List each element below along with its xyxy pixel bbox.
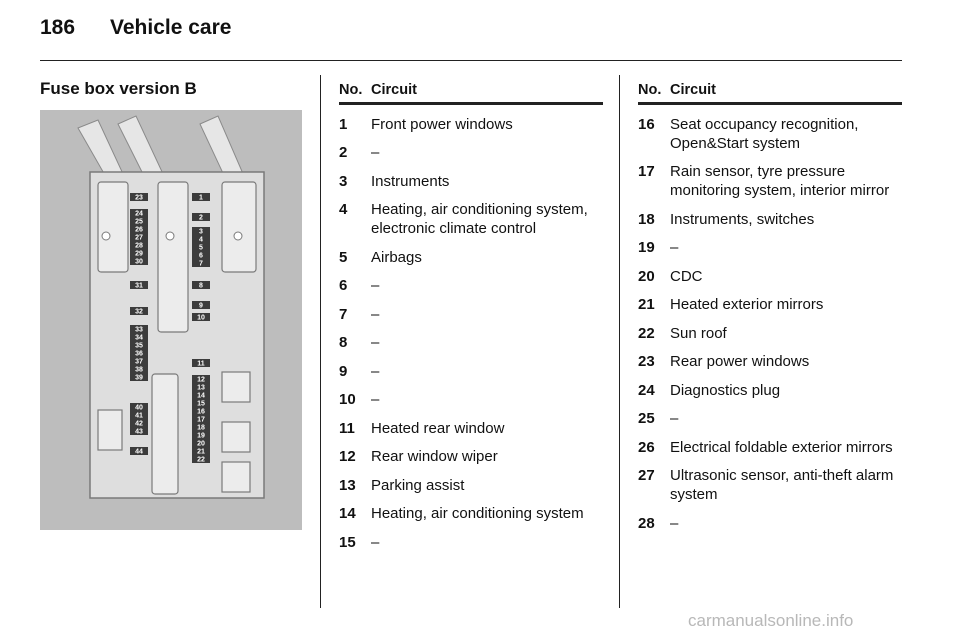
fuse-label: 16	[197, 408, 205, 416]
fuse-circuit: Heating, air conditioning system	[371, 505, 584, 522]
table-row	[339, 419, 603, 438]
table-row	[339, 305, 603, 324]
column-header-no: No.	[638, 82, 662, 98]
fuse-label: 17	[197, 416, 205, 424]
fuse-circuit: Front power windows	[371, 115, 513, 133]
fuse-number: 19	[638, 239, 655, 256]
fuse-label: 34	[135, 334, 143, 342]
table-header	[339, 82, 603, 105]
fuse-label: 3	[199, 228, 203, 236]
fuse-number: 1	[339, 115, 348, 133]
fuse-circuit: –	[371, 334, 380, 351]
fuse-circuit: –	[371, 144, 380, 161]
table-row	[339, 390, 603, 409]
fuse-circuit: Rear window wiper	[371, 448, 498, 465]
fuse-circuit: Rain sensor, tyre pressure monitoring system, interior mirror	[670, 163, 890, 199]
table-row	[339, 143, 603, 162]
fuse-number: 14	[339, 505, 356, 522]
fuse-number: 28	[638, 514, 655, 532]
fuse-number: 9	[339, 362, 348, 380]
fuse-circuit: –	[371, 362, 380, 380]
watermark: carmanualsonline.info	[688, 611, 854, 630]
fuse-circuit: –	[371, 277, 380, 294]
fuse-label: 27	[135, 234, 143, 242]
fuse-label: 37	[135, 358, 143, 366]
table-row	[638, 238, 902, 257]
fuse-label: 15	[197, 400, 205, 408]
fuse-circuit: Ultrasonic sensor, anti-theft alarm system	[670, 467, 894, 503]
fuse-label: 44	[135, 448, 143, 456]
fuse-label: 32	[135, 308, 143, 316]
fuse-circuit: Instruments	[371, 172, 450, 190]
fuse-number: 22	[638, 324, 655, 342]
fuse-number: 26	[638, 438, 655, 456]
table-row	[339, 476, 603, 495]
fuse-number: 21	[638, 296, 655, 313]
fuse-label: 24	[135, 210, 143, 218]
fuse-circuit: Electrical foldable exterior mirrors	[670, 438, 893, 456]
table-row	[638, 438, 902, 457]
fuse-label: 33	[135, 326, 143, 334]
table-row	[339, 200, 603, 238]
table-row	[339, 504, 603, 523]
fuse-circuit: –	[371, 391, 380, 408]
column-divider-right	[619, 75, 620, 608]
fuse-number: 5	[339, 248, 348, 266]
fuse-label: 40	[135, 404, 143, 412]
table-row	[638, 324, 902, 343]
fuse-label: 12	[197, 376, 205, 384]
fuse-label: 28	[135, 242, 143, 250]
fuse-number: 25	[638, 410, 655, 427]
fuse-circuit: –	[371, 305, 380, 323]
fuse-number: 10	[339, 391, 356, 408]
fuse-label: 43	[135, 428, 143, 436]
fuse-label: 30	[135, 258, 143, 266]
fuse-label: 8	[199, 282, 203, 290]
fuse-number: 15	[339, 533, 356, 551]
fuse-label: 35	[135, 342, 143, 350]
fuse-number: 7	[339, 305, 348, 323]
fuse-number: 24	[638, 381, 655, 399]
fuse-label: 18	[197, 424, 205, 432]
fuse-label: 6	[199, 252, 203, 260]
fuse-label: 10	[197, 314, 205, 322]
fuse-label: 2	[199, 214, 203, 222]
fuse-number: 2	[339, 144, 348, 161]
table-row	[339, 447, 603, 466]
column-header-no: No.	[339, 82, 363, 98]
fuse-box-illustration	[40, 110, 302, 530]
fuse-number: 20	[638, 267, 655, 285]
fuse-label: 36	[135, 350, 143, 358]
fuse-label: 5	[199, 244, 203, 252]
fuse-number: 13	[339, 476, 356, 494]
fuse-label: 25	[135, 218, 143, 226]
fuse-label: 1	[199, 194, 203, 202]
fuse-circuit: Instruments, switches	[670, 210, 815, 228]
page-number: 186	[40, 16, 76, 39]
table-row	[339, 333, 603, 352]
fuse-circuit: Heated rear window	[371, 419, 505, 437]
fuse-circuit: –	[670, 514, 679, 532]
table-row	[638, 210, 902, 229]
fuse-circuit: –	[371, 533, 380, 551]
fuse-circuit: Heated exterior mirrors	[670, 296, 824, 313]
fuse-label: 22	[197, 456, 205, 464]
fuse-table-left	[339, 82, 603, 552]
fuse-circuit: Diagnostics plug	[670, 381, 781, 399]
fuse-number: 11	[339, 419, 355, 437]
fuse-label: 31	[135, 282, 143, 290]
table-row	[339, 248, 603, 267]
fuse-label: 41	[135, 412, 143, 420]
page-title: Vehicle care	[110, 16, 232, 39]
section-title: Fuse box version B	[40, 79, 197, 98]
fuse-label: 20	[197, 440, 205, 448]
table-row	[638, 466, 902, 504]
table-row	[638, 514, 902, 533]
fuse-table-right	[638, 82, 902, 533]
fuse-label: 4	[199, 236, 203, 244]
fuse-circuit: Seat occupancy recognition, Open&Start system	[670, 115, 859, 152]
table-row	[638, 115, 902, 153]
fuse-label: 13	[197, 384, 205, 392]
table-row	[638, 381, 902, 400]
fuse-label: 29	[135, 250, 143, 258]
fuse-circuit: Parking assist	[371, 476, 465, 494]
fuse-number: 3	[339, 172, 348, 190]
column-header-circuit: Circuit	[670, 82, 716, 98]
page-header	[40, 16, 231, 40]
fuse-label: 11	[197, 360, 205, 368]
table-row	[339, 362, 603, 381]
fuse-label: 19	[197, 432, 205, 440]
fuse-number: 23	[638, 353, 655, 370]
fuse-number: 16	[638, 115, 655, 133]
fuse-label: 42	[135, 420, 143, 428]
fuse-label: 38	[135, 366, 143, 374]
column-header-circuit: Circuit	[371, 82, 417, 98]
fuse-number: 4	[339, 201, 348, 218]
fuse-number: 27	[638, 467, 655, 484]
table-row	[339, 276, 603, 295]
fuse-label: 39	[135, 374, 143, 382]
header-rule	[40, 60, 902, 61]
fuse-number: 6	[339, 277, 348, 294]
table-row	[638, 162, 902, 200]
fuse-label: 26	[135, 226, 143, 234]
fuse-label: 7	[199, 260, 203, 268]
fuse-label: 9	[199, 302, 203, 310]
table-row	[339, 115, 603, 134]
fuse-number: 8	[339, 334, 348, 351]
fuse-label: 23	[135, 194, 143, 202]
fuse-box-figure	[40, 110, 302, 530]
table-row	[638, 409, 902, 428]
fuse-circuit: Airbags	[371, 248, 422, 266]
fuse-circuit: –	[670, 239, 679, 256]
table-header	[638, 82, 902, 105]
fuse-number: 17	[638, 163, 655, 180]
table-row	[339, 533, 603, 552]
fuse-label: 21	[197, 448, 205, 456]
table-row	[638, 267, 902, 286]
table-row	[638, 352, 902, 371]
table-row	[638, 295, 902, 314]
fuse-circuit: Sun roof	[670, 324, 727, 342]
fuse-circuit: CDC	[670, 267, 703, 285]
column-divider-left	[320, 75, 321, 608]
fuse-circuit: Rear power windows	[670, 353, 810, 370]
fuse-number: 18	[638, 210, 655, 228]
fuse-number: 12	[339, 448, 356, 465]
table-row	[339, 172, 603, 191]
fuse-circuit: Heating, air conditioning system, electronic climate control	[371, 201, 588, 237]
fuse-label: 14	[197, 392, 205, 400]
fuse-circuit: –	[670, 410, 679, 427]
